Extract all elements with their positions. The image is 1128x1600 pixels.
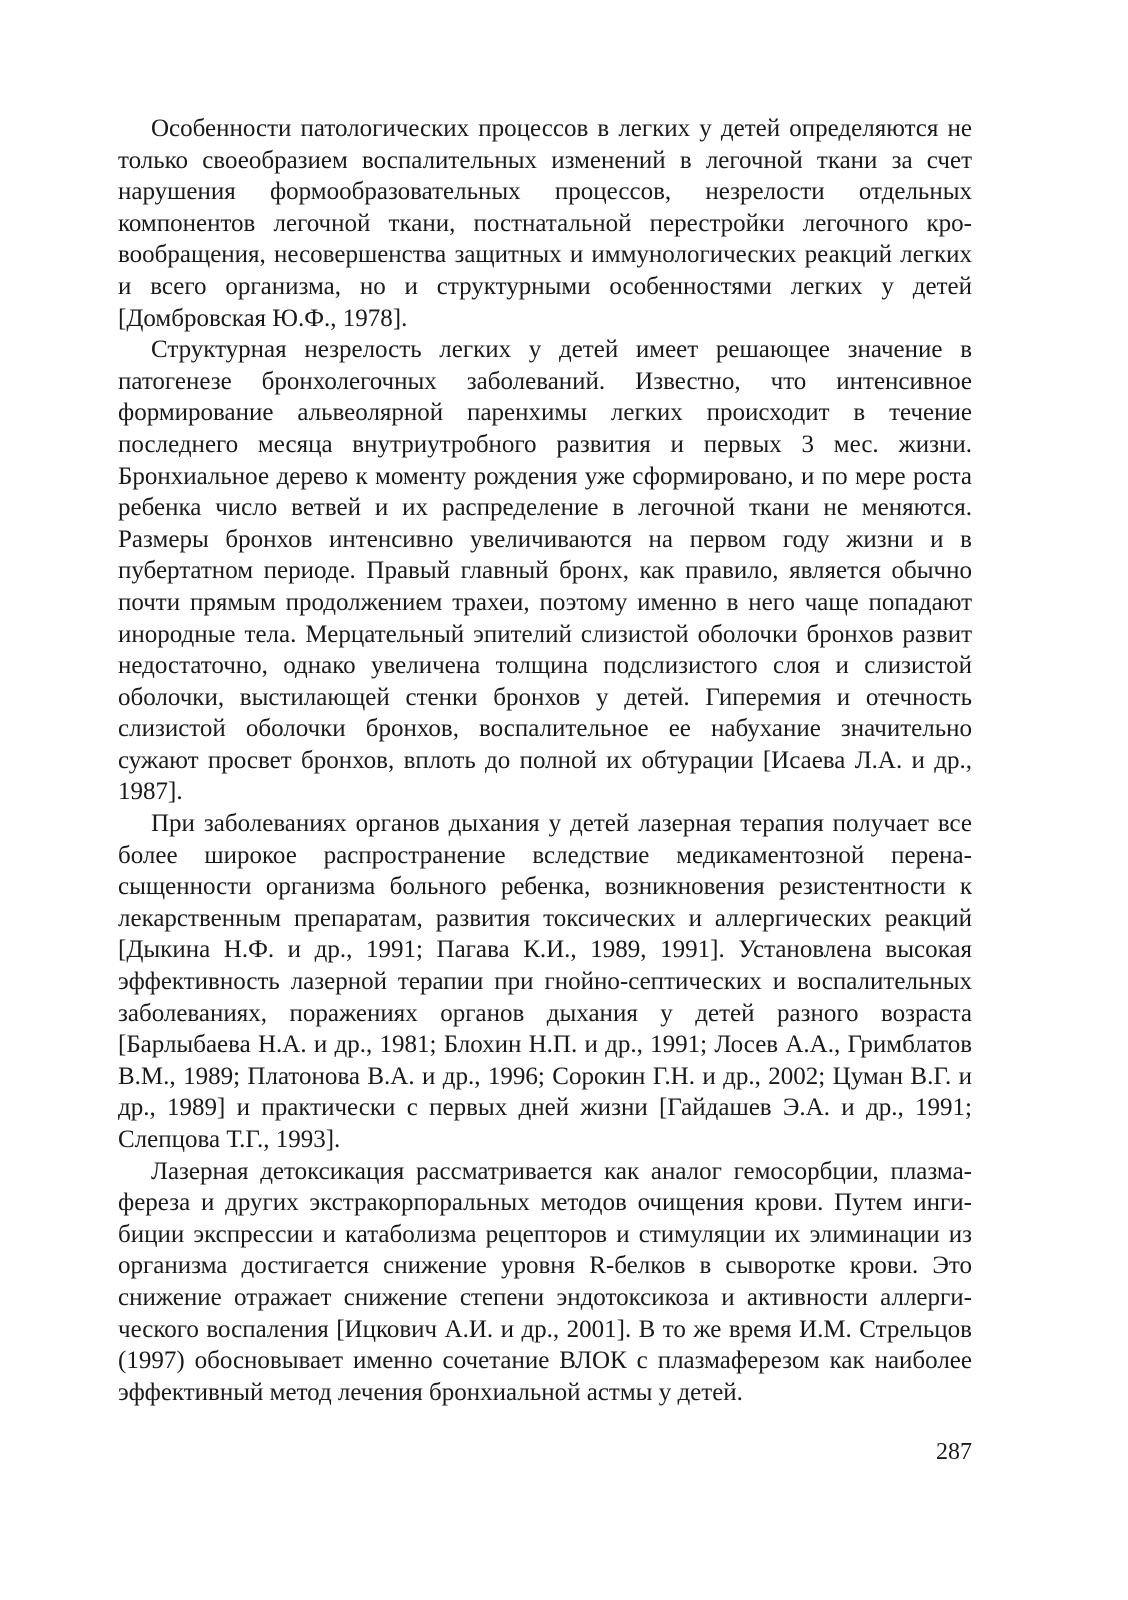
paragraph-4: Лазерная детоксикация рассматривается как аналог гемосорбции, плазмафереза и других экстракорпоральных методов очищения крови. Путем ингибиции экспрессии и катаболизма рецепторов и стимуляции их элиминации из организма достигается снижение уровня R-белков в сыворотке крови. Это снижение отражает снижение степени эндотоксикоза и активности аллергического воспаления [Ицкович А.И. и др., 2001]. В то же время И.М. Стрельцов (1997) обосновывает именно сочетание ВЛОК с плазмаферезом как наиболее эффективный метод лечения бронхиальной астмы у детей. xyxy=(118,1157,972,1406)
paragraph-3: При заболеваниях органов дыхания у детей лазерная терапия получает все более широкое распространение вследствие медикаментозной перенасыщенности организма больного ребенка, возникновения резистентности к лекарственным препаратам, развития токсических и аллергических реакций [Дыкина Н.Ф. и др., 1991; Пагава К.И., 1989, 1991]. Установлена высокая эффективность лазерной терапии при гнойно-септических и воспалительных заболеваниях, поражениях органов дыхания у детей разного возраста [Барлыбаева Н.А. и др., 1981; Блохин Н.П. и др., 1991; Лосев А.А., Гримблатов В.М., 1989; Платонова В.А. и др., 1996; Сорокин Г.Н. и др., 2002; Цуман В.Г. и др., 1989] и практически с первых дней жизни [Гайдашев Э.А. и др., 1991; Слепцова Т.Г., 1993]. xyxy=(118,810,972,1153)
body-text xyxy=(118,113,972,1408)
page-number: 287 xyxy=(936,1439,972,1465)
paragraph-1: Особенности патологических процессов в легких у детей определяются не только своеобразием воспалительных изменений в легочной ткани за счет нарушения формообразовательных процессов, незрелости отдельных компонентов легочной ткани, постнатальной перестройки легочного кровообращения, несовершенства защитных и иммунологических реакций легких и всего организма, но и структурными особенностями легких у детей [Домбровская Ю.Ф., 1978]. xyxy=(118,115,972,332)
paragraph-2: Структурная незрелость легких у детей имеет решающее значение в патогенезе бронхолегочных заболеваний. Известно, что интенсивное формирование альвеолярной паренхимы легких происходит в течение последнего месяца внутриутробного развития и первых 3 мес. жизни. Бронхиальное дерево к моменту рождения уже сформировано, и по мере роста ребенка число ветвей и их распределение в легочной ткани не меняются. Размеры бронхов интенсивно увеличиваются на первом году жизни и в пубертатном периоде. Правый главный бронх, как правило, является обычно почти прямым продолжением трахеи, поэтому именно в него чаще попадают инородные тела. Мерцательный эпителий слизистой оболочки бронхов развит недостаточно, однако увеличена толщина подслизистого слоя и слизистой оболочки, выстилающей стенки бронхов у детей. Гиперемия и отечность слизистой оболочки бронхов, воспалительное ее набухание значительно сужают просвет бронхов, вплоть до полной их обтурации [Исаева Л.А. и др., 1987]. xyxy=(118,336,972,806)
